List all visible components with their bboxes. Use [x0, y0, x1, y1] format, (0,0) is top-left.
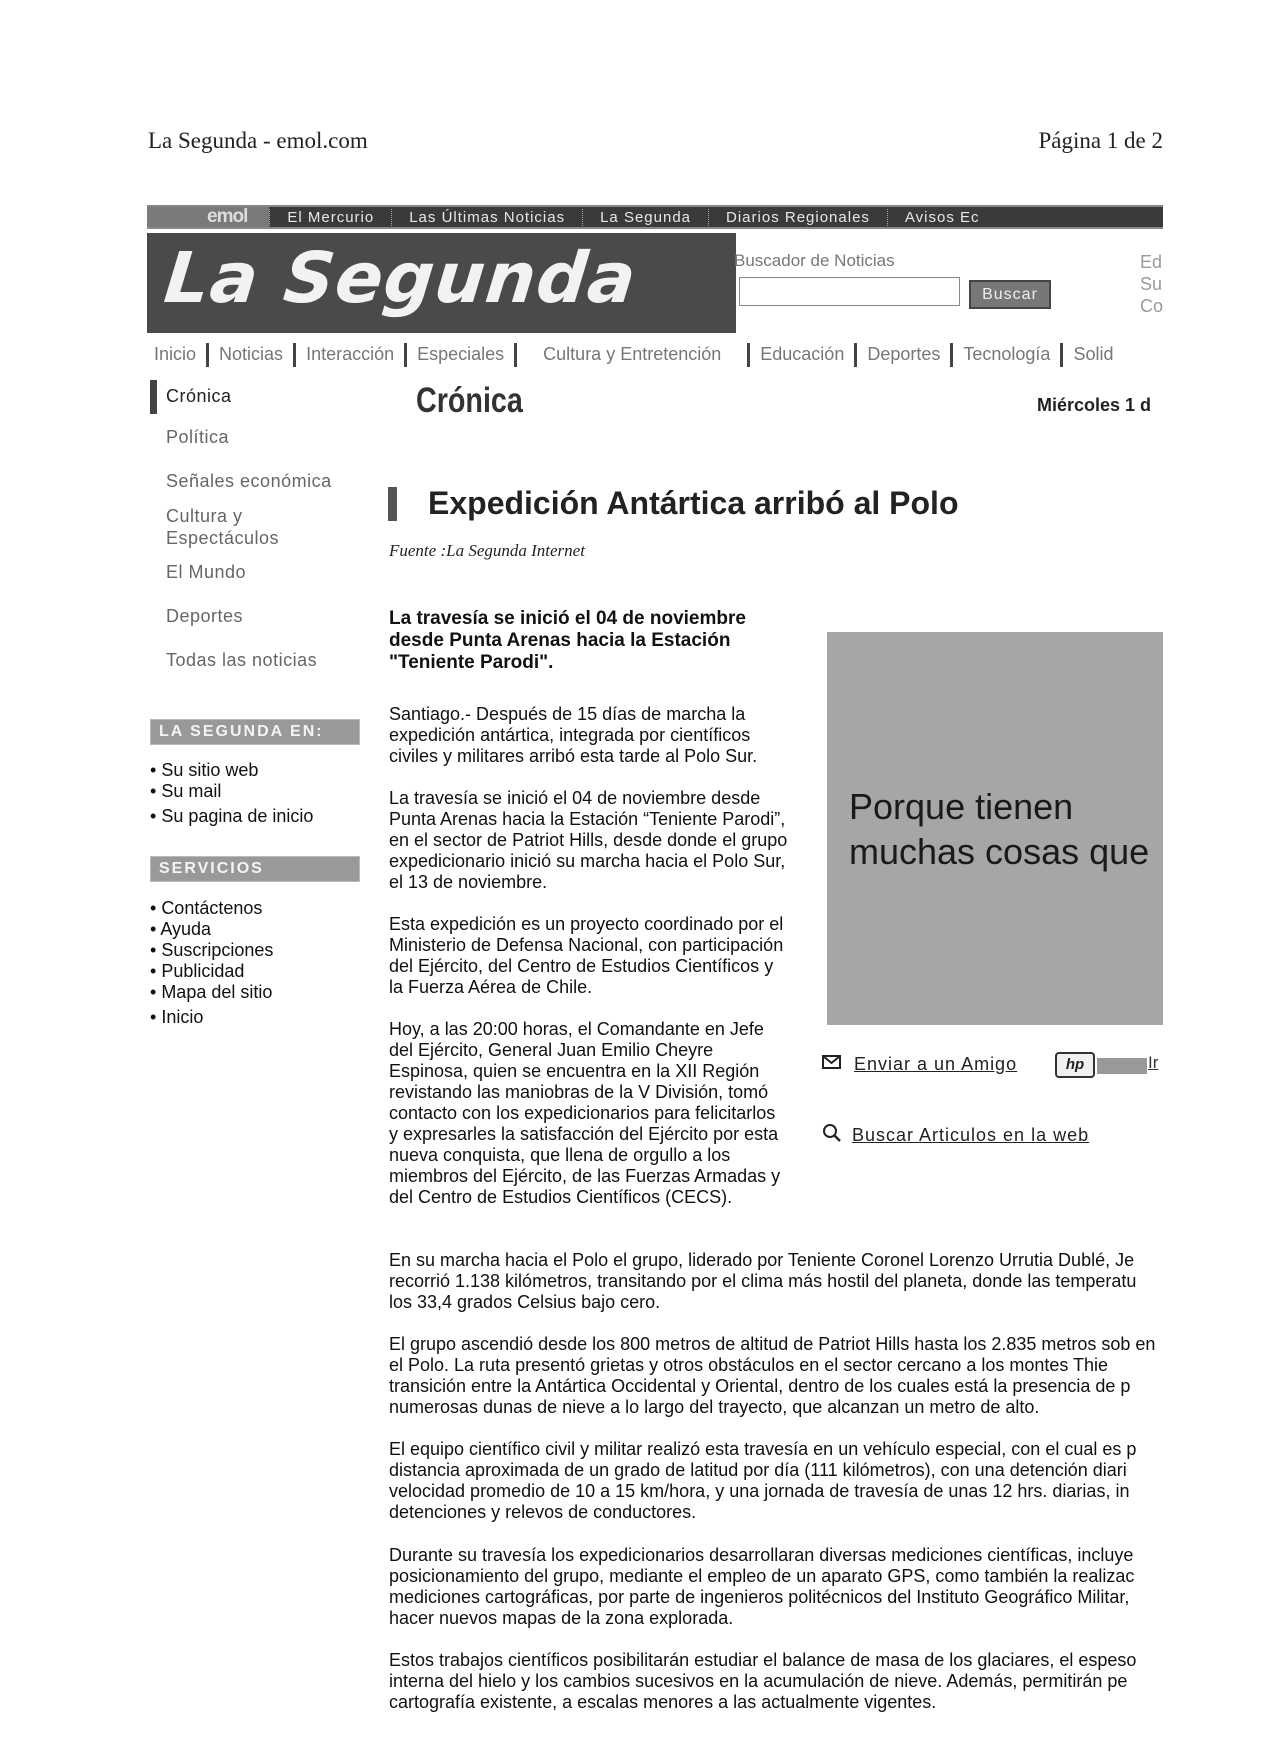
nav-separator	[514, 343, 517, 367]
article-paragraph-9: Estos trabajos científicos posibilitarán estudiar el balance de masa de los glaciares, el espeso interna del hielo y los cambios sucesivos en la acumulación de nieve. Además, permitirán pe cartografía existente, a escalas menores a las actualmente vigentes.	[389, 1650, 1137, 1712]
section-nav	[154, 343, 1163, 369]
link-mapa-sitio[interactable]: • Mapa del sitio	[150, 982, 273, 1003]
nav-item-tecnologia[interactable]: Tecnología	[963, 343, 1051, 364]
envelope-icon	[822, 1054, 842, 1075]
sidebar-item-deportes[interactable]: Deportes	[166, 606, 244, 626]
article-paragraph-6: El grupo ascendió desde los 800 metros de altitud de Patriot Hills hasta los 2.835 metros sob en el Polo. La ruta presentó grietas y otros obstáculos en el sector cercano a los montes Thie transición entre la Antártica Occidental y Oriental, dentro de los cuales está la presencia de p numerosas dunas de nieve a lo largo del trayecto, que alcanzan un metro de alto.	[389, 1334, 1156, 1417]
box-la-segunda-en-title: LA SEGUNDA EN:	[150, 719, 360, 745]
emol-logo[interactable]: emol	[147, 207, 269, 227]
article-headline: Expedición Antártica arribó al Polo	[428, 485, 959, 521]
nav-separator	[854, 343, 857, 367]
network-bar	[147, 205, 1163, 229]
network-link-el-mercurio[interactable]: El Mercurio	[269, 209, 391, 226]
nav-item-inicio[interactable]: Inicio	[154, 343, 197, 364]
search-articles-row	[822, 1123, 1089, 1148]
ad-text-line-1: Porque tienen	[849, 786, 1074, 827]
nav-item-solidaridad[interactable]: Solid	[1073, 343, 1114, 364]
network-link-avisos[interactable]: Avisos Ec	[887, 209, 997, 226]
la-segunda-logo[interactable]: La Segunda	[160, 237, 641, 319]
sidebar-item-todas[interactable]: Todas las noticias	[166, 650, 318, 670]
network-link-ultimas-noticias[interactable]: Las Últimas Noticias	[391, 209, 582, 226]
nav-separator	[206, 343, 209, 367]
link-inicio[interactable]: • Inicio	[150, 1007, 273, 1028]
nav-separator	[747, 343, 750, 367]
nav-item-noticias[interactable]: Noticias	[219, 343, 284, 364]
nav-item-especiales[interactable]: Especiales	[417, 343, 505, 364]
sidebar-item-cultura[interactable]: Cultura y Espectáculos	[166, 506, 280, 548]
hp-logo-icon[interactable]: hp	[1055, 1052, 1095, 1078]
ad-text	[849, 784, 1163, 874]
magnifier-icon	[822, 1123, 842, 1148]
article-paragraph-8: Durante su travesía los expedicionarios desarrollaran diversas mediciones científicas, incluye posicionamiento del grupo, mediante el empleo de un aparato GPS, como también la realizac mediciones cartográficas, por parte de ingenieros politécnicos del Instituto Geográfico Militar, hacer nuevos mapas de la zona explorada.	[389, 1545, 1135, 1628]
sidebar-item-cronica[interactable]: Crónica	[166, 386, 232, 406]
send-to-friend-link[interactable]: Enviar a un Amigo	[854, 1054, 1018, 1074]
article-paragraph-7: El equipo científico civil y militar realizó esta travesía en un vehículo especial, con el cual es p distancia aproximada de un grado de latitud por día (111 kilómetros), con una detención diari velocidad promedio de 10 a 15 km/hora, y una jornada de travesía de unas 12 hrs. diarias, in detenciones y relevos de conductores.	[389, 1439, 1137, 1522]
nav-item-interaccion[interactable]: Interacción	[306, 343, 395, 364]
sidebar-item-politica[interactable]: Política	[166, 427, 230, 447]
nav-item-cultura[interactable]: Cultura y Entretención	[543, 343, 722, 364]
right-stub-link-1[interactable]: Ed	[1140, 252, 1163, 272]
advertisement-banner[interactable]	[827, 632, 1163, 1025]
sidebar-item-senales[interactable]: Señales económica	[166, 471, 332, 491]
ad-text-line-2: muchas cosas que	[849, 831, 1150, 872]
hp-banner-strip	[1097, 1058, 1147, 1074]
date-label: Miércoles 1 d	[1037, 395, 1152, 415]
send-to-friend-row	[822, 1054, 1017, 1075]
hp-link[interactable]: Ir	[1148, 1053, 1159, 1072]
article-paragraph-4: Hoy, a las 20:00 horas, el Comandante en Jefe del Ejército, General Juan Emilio Cheyre Espinosa, quien se encuentra en la XII Región revistando las maniobras de la V División, tomó contacto con los expedicionarios para felicitarlos y expresarles la satisfacción del Ejército por esta nueva conquista, que llena de orgullo a los miembros del Ejército, de las Fuerzas Armadas y del Centro de Estudios Científicos (CECS).	[389, 1019, 781, 1207]
link-ayuda[interactable]: • Ayuda	[150, 919, 273, 940]
right-stub-link-3[interactable]: Co	[1140, 296, 1164, 316]
box-servicios-title: SERVICIOS	[150, 856, 360, 882]
section-title: Crónica	[416, 381, 523, 420]
nav-separator	[293, 343, 296, 367]
network-link-diarios-regionales[interactable]: Diarios Regionales	[708, 209, 887, 226]
link-su-mail[interactable]: • Su mail	[150, 781, 313, 802]
article-paragraph-2: La travesía se inició el 04 de noviembre desde Punta Arenas hacia la Estación “Teniente Parodi”, en el sector de Patriot Hills, desde donde el grupo expedicionario inició su marcha hacia el Polo Sur, el 13 de noviembre.	[389, 788, 788, 892]
article-paragraph-1: Santiago.- Después de 15 días de marcha la expedición antártica, integrada por científicos civiles y militares arribó esta tarde al Polo Sur.	[389, 704, 758, 766]
print-header	[148, 128, 1163, 154]
link-su-pagina-inicio[interactable]: • Su pagina de inicio	[150, 806, 313, 827]
search-label: Buscador de Noticias	[734, 251, 895, 270]
page-count: Página 1 de 2	[1038, 128, 1163, 153]
nav-separator	[404, 343, 407, 367]
headline-marker	[388, 487, 397, 521]
right-stub-link-2[interactable]: Su	[1140, 274, 1163, 294]
nav-separator	[950, 343, 953, 367]
la-segunda-en-list	[150, 760, 313, 827]
nav-separator	[1060, 343, 1063, 367]
servicios-list	[150, 898, 273, 1028]
active-indicator	[150, 380, 157, 414]
link-suscripciones[interactable]: • Suscripciones	[150, 940, 273, 961]
masthead	[147, 233, 736, 333]
article-lead: La travesía se inició el 04 de noviembre desde Punta Arenas hacia la Estación "Teniente Parodi".	[389, 608, 746, 673]
article-paragraph-3: Esta expedición es un proyecto coordinado por el Ministerio de Defensa Nacional, con participación del Ejército, del Centro de Estudios Científicos y la Fuerza Aérea de Chile.	[389, 914, 784, 997]
article-paragraph-5: En su marcha hacia el Polo el grupo, liderado por Teniente Coronel Lorenzo Urrutia Dublé, Je recorrió 1.138 kilómetros, transitando por el clima más hostil del planeta, donde las temperatu los 33,4 grados Celsius bajo cero.	[389, 1250, 1137, 1312]
sidebar-item-el-mundo[interactable]: El Mundo	[166, 562, 247, 582]
nav-item-deportes[interactable]: Deportes	[867, 343, 941, 364]
link-publicidad[interactable]: • Publicidad	[150, 961, 273, 982]
network-link-la-segunda[interactable]: La Segunda	[582, 209, 708, 226]
link-su-sitio-web[interactable]: • Su sitio web	[150, 760, 313, 781]
search-input[interactable]	[739, 277, 960, 306]
search-button[interactable]: Buscar	[969, 280, 1051, 309]
article-source: Fuente :La Segunda Internet	[389, 541, 585, 560]
print-title: La Segunda - emol.com	[148, 128, 368, 153]
link-contactenos[interactable]: • Contáctenos	[150, 898, 273, 919]
nav-item-educacion[interactable]: Educación	[760, 343, 845, 364]
search-articles-link[interactable]: Buscar Articulos en la web	[852, 1125, 1090, 1145]
